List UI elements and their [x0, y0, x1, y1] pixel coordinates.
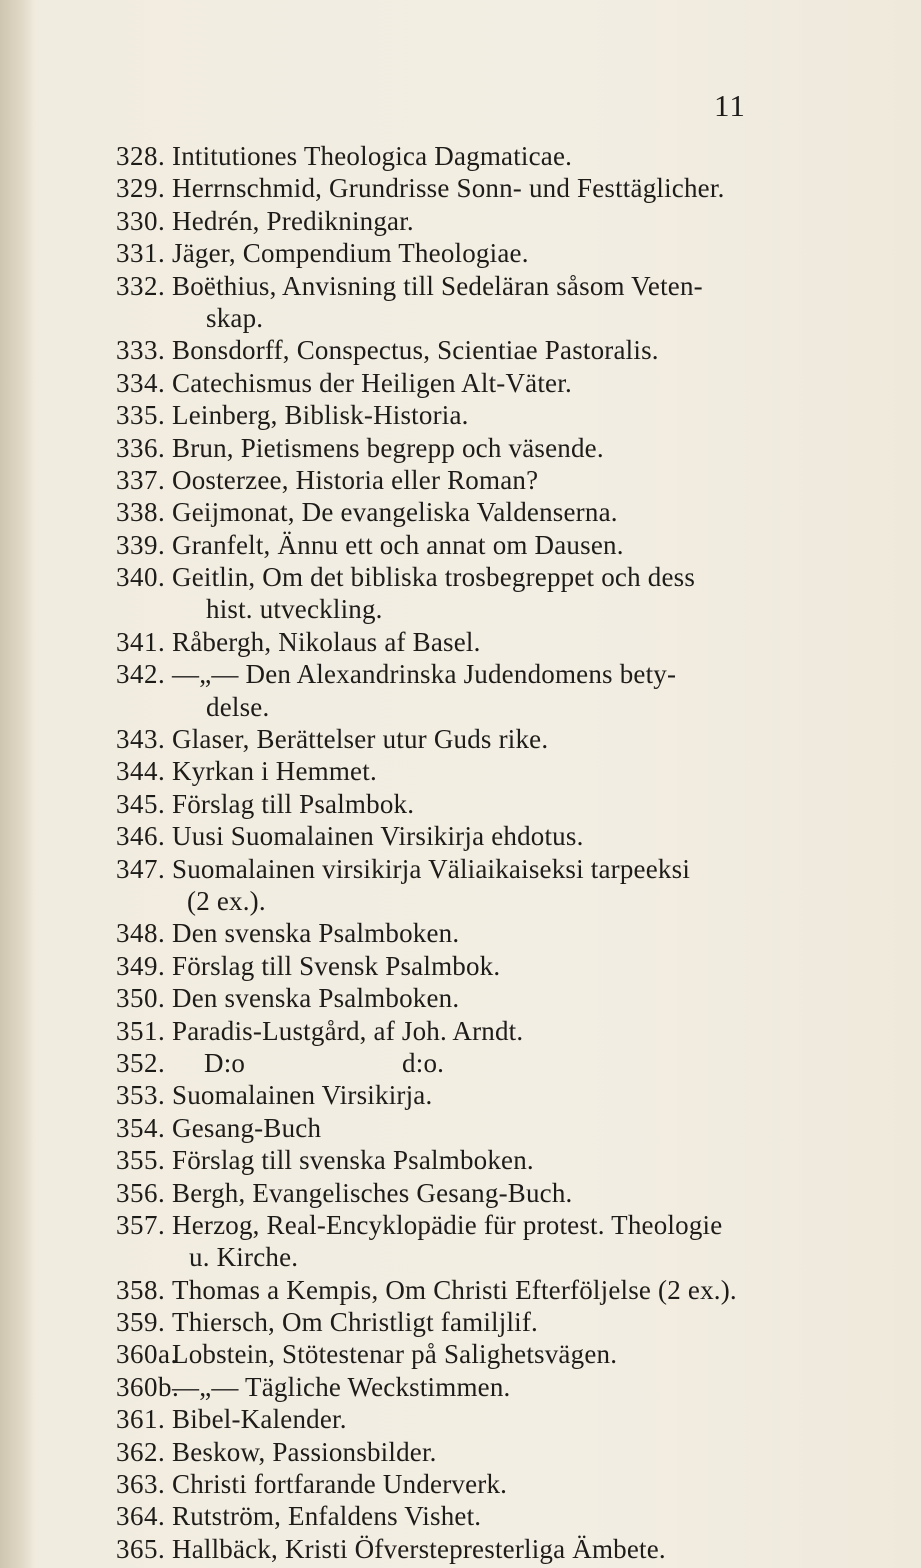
list-item	[0, 1371, 921, 1403]
entry-text: D:o d:o.	[204, 1047, 445, 1078]
list-item	[0, 561, 921, 593]
entry-number: 348.	[116, 918, 166, 949]
entry-number: 337.	[116, 464, 166, 495]
entry-text: Kyrkan i Hemmet.	[172, 756, 377, 787]
entry-text: Catechismus der Heiligen Alt-Väter.	[172, 367, 572, 398]
entry-number: 334.	[116, 367, 166, 398]
entry-text: Oosterzee, Historia eller Roman?	[172, 464, 539, 495]
list-item	[0, 1403, 921, 1435]
entry-number: 364.	[116, 1501, 166, 1532]
entry-text: Herzog, Real-Encyklopädie für protest. Theologie	[172, 1209, 723, 1240]
list-item	[0, 853, 921, 885]
list-item	[0, 1079, 921, 1111]
entry-text: u. Kirche.	[189, 1242, 299, 1273]
catalogue-list	[0, 140, 921, 1565]
list-item	[0, 529, 921, 561]
entry-text: Lobstein, Stötestenar på Salighetsvägen.	[172, 1339, 618, 1370]
entry-text: Thiersch, Om Christligt familjlif.	[172, 1307, 539, 1338]
list-item	[0, 1047, 921, 1079]
list-item	[0, 1306, 921, 1338]
entry-number: 336.	[116, 432, 166, 463]
entry-number: 333.	[116, 335, 166, 366]
entry-number: 343.	[116, 724, 166, 755]
list-item	[0, 658, 921, 690]
entry-text: Råbergh, Nikolaus af Basel.	[172, 626, 481, 657]
list-item	[0, 432, 921, 464]
entry-text: Förslag till svenska Psalmboken.	[172, 1145, 534, 1176]
entry-text: (2 ex.).	[187, 885, 266, 916]
entry-text: Suomalainen Virsikirja.	[172, 1080, 433, 1111]
list-item	[0, 1112, 921, 1144]
entry-text: Geijmonat, De evangeliska Valdenserna.	[172, 497, 618, 528]
entry-number: 347.	[116, 853, 166, 884]
list-item	[0, 496, 921, 528]
entry-text: Glaser, Berättelser utur Guds rike.	[172, 724, 549, 755]
entry-number: 361.	[116, 1404, 166, 1435]
entry-text: —„— Den Alexandrinska Judendomens bety-	[172, 659, 677, 690]
entry-text: —„— Tägliche Weckstimmen.	[172, 1371, 511, 1402]
entry-number: 340.	[116, 562, 166, 593]
list-item	[0, 1144, 921, 1176]
entry-number: 352.	[116, 1047, 166, 1078]
entry-text: Jäger, Compendium Theologiae.	[172, 238, 529, 269]
entry-text: Bibel-Kalender.	[172, 1404, 347, 1435]
entry-number: 358.	[116, 1274, 166, 1305]
entry-text: Geitlin, Om det bibliska trosbegreppet och dess	[172, 562, 696, 593]
list-item	[0, 334, 921, 366]
entry-number: 355.	[116, 1145, 166, 1176]
entry-number: 365.	[116, 1533, 166, 1564]
entry-text: Gesang-Buch	[172, 1112, 322, 1143]
entry-text: Hallbäck, Kristi Öfverstepresterliga Ämbete.	[172, 1533, 666, 1564]
list-item-continuation	[0, 885, 921, 917]
entry-number: 362.	[116, 1436, 166, 1467]
entry-number: 338.	[116, 497, 166, 528]
list-item	[0, 950, 921, 982]
list-item	[0, 172, 921, 204]
list-item-continuation	[0, 593, 921, 625]
list-item	[0, 1209, 921, 1241]
entry-text: Uusi Suomalainen Virsikirja ehdotus.	[172, 821, 584, 852]
entry-number: 350.	[116, 983, 166, 1014]
list-item	[0, 399, 921, 431]
list-item	[0, 367, 921, 399]
entry-number: 335.	[116, 400, 166, 431]
list-item	[0, 1015, 921, 1047]
entry-text: Bonsdorff, Conspectus, Scientiae Pastoralis.	[172, 335, 659, 366]
entry-text: Beskow, Passionsbilder.	[172, 1436, 437, 1467]
list-item	[0, 464, 921, 496]
entry-number: 341.	[116, 626, 166, 657]
list-item	[0, 1500, 921, 1532]
list-item	[0, 237, 921, 269]
list-item	[0, 723, 921, 755]
entry-number: 351.	[116, 1015, 166, 1046]
entry-number: 342.	[116, 659, 166, 690]
entry-text: Leinberg, Biblisk-Historia.	[172, 400, 469, 431]
entry-text: Granfelt, Ännu ett och annat om Dausen.	[172, 529, 624, 560]
entry-text: Den svenska Psalmboken.	[172, 983, 460, 1014]
entry-number: 330.	[116, 205, 166, 236]
entry-number: 360a.	[116, 1339, 178, 1370]
entry-text: Suomalainen virsikirja Väliaikaiseksi tarpeeksi	[172, 853, 691, 884]
list-item	[0, 755, 921, 787]
entry-text: Bergh, Evangelisches Gesang-Buch.	[172, 1177, 573, 1208]
entry-number: 345.	[116, 788, 166, 819]
entry-number: 354.	[116, 1112, 166, 1143]
entry-text: delse.	[206, 691, 270, 722]
list-item	[0, 270, 921, 302]
entry-number: 360b.	[116, 1371, 180, 1402]
list-item	[0, 1177, 921, 1209]
list-item	[0, 1468, 921, 1500]
entry-number: 344.	[116, 756, 166, 787]
entry-number: 329.	[116, 173, 166, 204]
entry-number: 356.	[116, 1177, 166, 1208]
entry-text: Intitutiones Theologica Dagmaticae.	[172, 141, 573, 171]
entry-text: Thomas a Kempis, Om Christi Efterföljelse (2 ex.).	[172, 1274, 737, 1305]
list-item-continuation	[0, 691, 921, 723]
list-item	[0, 205, 921, 237]
entry-text: Christi fortfarande Underverk.	[172, 1469, 508, 1500]
list-item-continuation	[0, 302, 921, 334]
list-item	[0, 1436, 921, 1468]
list-item	[0, 917, 921, 949]
entry-number: 363.	[116, 1469, 166, 1500]
entry-text: Förslag till Psalmbok.	[172, 788, 415, 819]
entry-text: Hedrén, Predikningar.	[172, 205, 414, 236]
entry-number: 349.	[116, 950, 166, 981]
entry-text: skap.	[206, 302, 264, 333]
list-item	[0, 140, 921, 172]
list-item	[0, 788, 921, 820]
entry-text: Herrnschmid, Grundrisse Sonn- und Festtäglicher.	[172, 173, 725, 204]
list-item	[0, 982, 921, 1014]
list-item	[0, 820, 921, 852]
list-item	[0, 1274, 921, 1306]
entry-number: 331.	[116, 238, 166, 269]
entry-text: Den svenska Psalmboken.	[172, 918, 460, 949]
entry-text: Brun, Pietismens begrepp och väsende.	[172, 432, 604, 463]
list-item-continuation	[0, 1241, 921, 1273]
entry-number: 353.	[116, 1080, 166, 1111]
entry-number: 328.	[116, 141, 166, 171]
entry-text: hist. utveckling.	[206, 594, 383, 625]
entry-number: 332.	[116, 270, 166, 301]
entry-text: Förslag till Svensk Psalmbok.	[172, 950, 501, 981]
list-item	[0, 1533, 921, 1565]
entry-number: 339.	[116, 529, 166, 560]
entry-text: Rutström, Enfaldens Vishet.	[172, 1501, 482, 1532]
entry-number: 357.	[116, 1209, 166, 1240]
entry-number: 346.	[116, 821, 166, 852]
list-item	[0, 626, 921, 658]
page-number: 11	[714, 88, 746, 123]
entry-text: Paradis-Lustgård, af Joh. Arndt.	[172, 1015, 524, 1046]
entry-text: Boëthius, Anvisning till Sedeläran såsom Veten-	[172, 270, 703, 301]
entry-number: 359.	[116, 1307, 166, 1338]
list-item	[0, 1338, 921, 1370]
